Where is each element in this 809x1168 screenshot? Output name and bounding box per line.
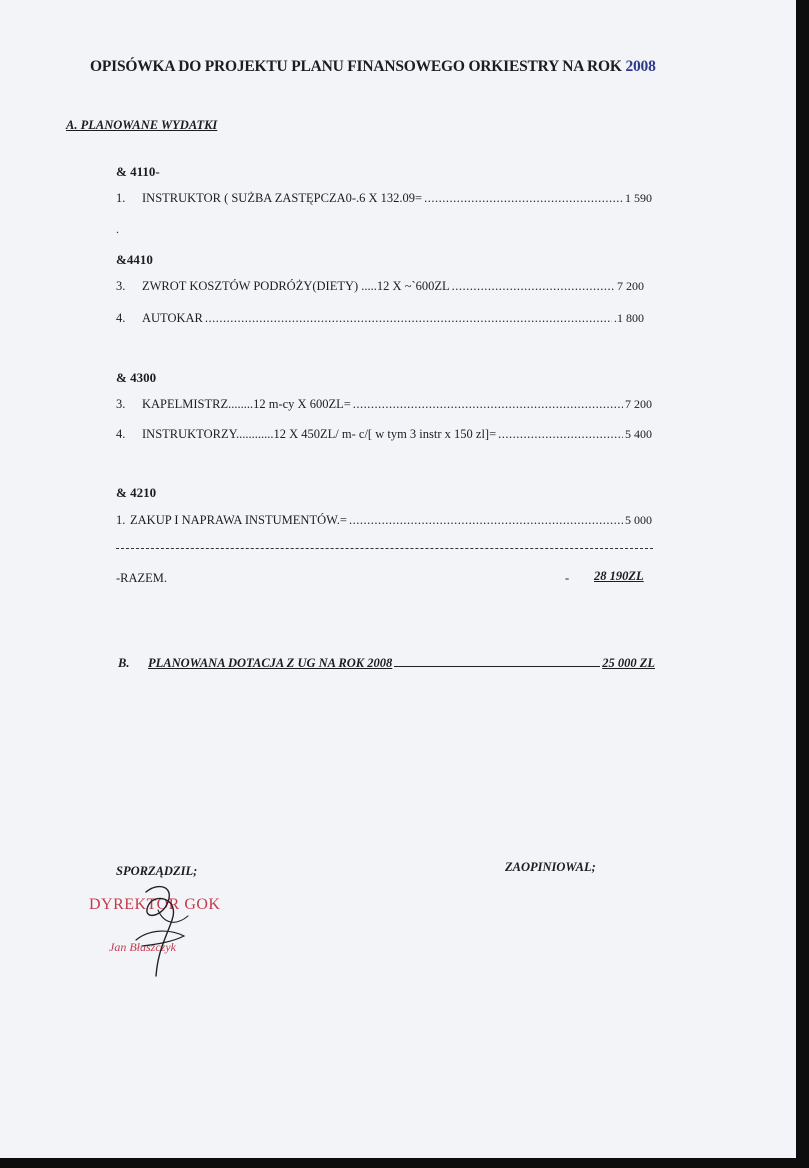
line-amount: 5 400 <box>625 427 652 441</box>
total-label: -RAZEM. <box>116 571 168 585</box>
section-b-label: B. <box>118 656 130 670</box>
prepared-by-label: SPORZĄDZIL; <box>116 864 198 878</box>
line-number: 3. <box>116 279 126 293</box>
handwritten-signature <box>128 880 198 980</box>
scan-edge-bottom <box>0 1158 809 1168</box>
line-number: 1. <box>116 191 126 205</box>
expense-line <box>116 191 652 206</box>
group-code: &4410 <box>116 252 153 267</box>
document-title <box>90 58 656 76</box>
leader-dots <box>349 513 623 528</box>
expense-line <box>116 311 644 326</box>
total-dash: - <box>565 571 570 585</box>
scan-edge-right <box>796 0 809 1168</box>
leader-dots <box>205 311 612 326</box>
leader-dots <box>498 427 623 442</box>
expense-line <box>116 513 652 528</box>
line-text: ZWROT KOSZTÓW PODRÓŻY(DIETY) .....12 X ~`600ZL <box>142 279 450 293</box>
line-text: KAPELMISTRZ........12 m-cy X 600ZL= <box>142 397 351 411</box>
line-number: 1. <box>116 513 126 527</box>
line-amount: 5 000 <box>625 513 652 527</box>
line-text: INSTRUKTORZY............12 X 450ZL/ m- c/[ w tym 3 instr x 150 zl]= <box>142 427 497 441</box>
section-a-heading: A. PLANOWANE WYDATKI <box>66 118 218 132</box>
line-text: INSTRUKTOR ( SUŻBA ZASTĘPCZA0-.6 X 132.09= <box>142 191 423 205</box>
bullet-mark: . <box>116 222 119 236</box>
line-amount: 7 200 <box>625 397 652 411</box>
section-b-text: PLANOWANA DOTACJA Z UG NA ROK 2008 <box>148 656 393 670</box>
stamp-title: DYREKTOR GOK <box>89 896 221 913</box>
line-text: ZAKUP I NAPRAWA INSTUMENTÓW.= <box>130 513 347 527</box>
group-code: & 4300 <box>116 370 157 385</box>
expense-line <box>116 397 652 412</box>
title-text: OPISÓWKA DO PROJEKTU PLANU FINANSOWEGO ORKIESTRY NA ROK <box>90 58 622 75</box>
section-b-amount: 25 000 ZL <box>602 656 655 670</box>
line-amount: .1 800 <box>614 311 644 325</box>
line-number: 3. <box>116 397 126 411</box>
total-amount: 28 190ZL <box>594 569 644 583</box>
line-number: 4. <box>116 311 126 325</box>
approved-by-label: ZAOPINIOWAL; <box>505 860 596 874</box>
stamp-name: Jan Błaszczyk <box>109 940 176 954</box>
leader-dots <box>424 191 623 206</box>
expense-line <box>116 427 652 442</box>
section-b-rule <box>394 666 600 667</box>
line-text: AUTOKAR <box>142 311 203 325</box>
line-amount: 1 590 <box>625 191 652 205</box>
leader-dots <box>452 279 615 294</box>
leader-dots <box>353 397 623 412</box>
separator-line <box>116 548 653 549</box>
title-year: 2008 <box>625 58 656 75</box>
group-code: & 4110- <box>116 164 160 179</box>
expense-line <box>116 279 644 294</box>
group-code: & 4210 <box>116 485 157 500</box>
section-b-line <box>118 656 655 671</box>
line-number: 4. <box>116 427 126 441</box>
line-amount: 7 200 <box>617 279 644 293</box>
